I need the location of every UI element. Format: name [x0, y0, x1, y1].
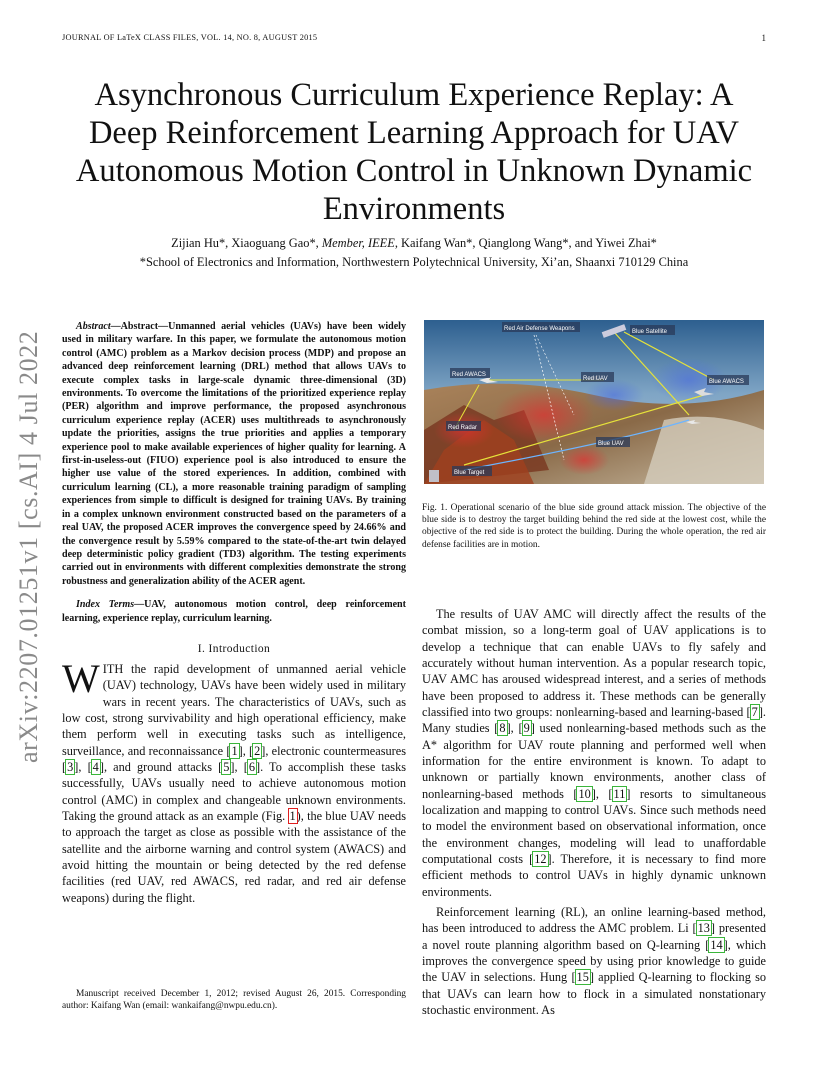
citation-link[interactable]: 14	[710, 937, 723, 952]
label-red-radar: Red Radar	[448, 425, 478, 431]
authors-part2: , Kaifang Wan*, Qianglong Wang*, and Yiwei Zhai*	[394, 236, 657, 250]
figure-1-caption: Fig. 1. Operational scenario of the blue side ground attack mission. The objective of the blue side is to destroy the target building behind the red side at the lowest cost, while the objective of the red side is to protect the building. During the whole operation, the red air defense facilities are in motion.	[422, 503, 766, 550]
authors-part1: Zijian Hu*, Xiaoguang Gao*,	[171, 236, 322, 250]
right-column	[422, 320, 766, 1018]
index-terms-label: Index Terms	[76, 599, 135, 611]
label-blue-awacs: Blue AWACS	[709, 379, 744, 385]
citation-link[interactable]: 8	[499, 721, 506, 736]
citation-link[interactable]: 5	[223, 760, 230, 774]
citation-link[interactable]: 15	[576, 970, 589, 985]
citation-link[interactable]: 2	[254, 743, 261, 758]
citation-link[interactable]: 4	[92, 760, 99, 774]
index-terms-text: —UAV, autonomous motion control, deep reinforcement learning, experience replay, curriculum learning.	[62, 599, 406, 624]
label-red-awacs: Red AWACS	[452, 372, 486, 378]
paper-title: Asynchronous Curriculum Experience Replay: A Deep Reinforcement Learning Approach for UAV Autonomous Motion Control in Unknown Dynamic Environments	[75, 77, 753, 227]
label-red-uav: Red UAV	[583, 376, 608, 382]
drop-cap: W	[62, 655, 100, 701]
running-header: JOURNAL OF LaTeX CLASS FILES, VOL. 14, NO. 8, AUGUST 2015	[62, 33, 318, 42]
abstract-text: —Abstract—Unmanned aerial vehicles (UAVs) have been widely used in military warfare. In this paper, we formulate the autonomous motion control (AMC) problem as a Markov decision process (MDP) and propose an advanced deep reinforcement learning (DRL) method that allows UAVs to execute complex tasks in large-scale dynamic three-dimensional (3D) environments. To overcome the limitations of the prioritized experience replay (PER) algorithm and improve performance, the proposed asynchronous curriculum experience replay (ACER) uses multithreads to asynchronously update the priorities, assigns the true priorities and applies a temporary experience pool to make available experiences of higher quality for learning. A first-in-useless-out (FIUO) experience pool is also introduced to ensure the higher use value of the stored experiences. In addition, combined with curriculum learning (CL), a more reasonable training paradigm of sampling experiences from simple to difficult is designed for training UAVs. By training in a complex unknown environment constructed based on the parameters of a real UAV, the proposed ACER improves the convergence speed by 24.66% and the convergence result by 5.59% compared to the state-of-the-art twin delayed deep deterministic policy gradient (TD3) algorithm. The testing experiments carried out in environments with different complexities demonstrate the strong robustness and generalization ability of the ACER agent.	[62, 321, 406, 587]
page-number: 1	[761, 33, 766, 43]
operational-scenario-illustration	[424, 320, 764, 484]
intro-paragraph: WITH the rapid development of unmanned aerial vehicle (UAV) technology, UAVs have been widely used in military wars in recent years. The characteristics of UAVs, such as low cost, strong survivability and high operational efficiency, make them perform well in executing tasks such as intelligence, surveillance, and reconnaissance [1], [2], electronic countermeasures [3], [4], and ground attacks [5], [6]. To accomplish these tasks successfully, UAVs usually need to achieve autonomous motion control (AMC) in complex and changeable unknown environments. Taking the ground attack as an example (Fig. 1), the blue UAV needs to approach the target as close as possible with the assistance of the satellite and the airborne warning and control system (AWACS) and avoid hitting the mountain or being detected by the red defense facilities (red UAV, red AWACS, red radar, and red air defense weapons) during the flight.	[62, 655, 407, 905]
footnote: Manuscript received December 1, 2012; revised August 26, 2015. Corresponding author: Kaifang Wan (email: wankaifang@nwpu.edu.cn).	[62, 989, 406, 1012]
section-heading-introduction: I. Introduction	[197, 642, 271, 655]
affiliation: *School of Electronics and Information, Northwestern Polytechnical University, Xi’an, Shaanxi 710129 China	[139, 255, 689, 269]
citation-link[interactable]: 10	[578, 786, 591, 801]
citation-link[interactable]: 9	[523, 721, 530, 736]
abstract	[62, 320, 406, 588]
citation-link[interactable]: 3	[67, 760, 74, 774]
label-blue-uav: Blue UAV	[598, 441, 624, 447]
label-red-air-defense: Red Air Defense Weapons	[504, 326, 575, 332]
arxiv-watermark: arXiv:2207.01251v1 [cs.AI] 4 Jul 2022	[14, 330, 43, 763]
label-blue-target: Blue Target	[454, 470, 485, 476]
citation-link[interactable]: 12	[534, 851, 547, 866]
label-blue-satellite: Blue Satellite	[632, 329, 668, 335]
left-column	[62, 320, 406, 906]
figure-link[interactable]: 1	[289, 809, 296, 824]
citation-link[interactable]: 11	[613, 786, 626, 801]
citation-link[interactable]: 1	[231, 743, 238, 758]
author-list	[60, 236, 768, 251]
index-terms	[62, 598, 406, 625]
citation-link[interactable]: 13	[697, 921, 710, 936]
paragraph-amc-results: The results of UAV AMC will directly affect the results of the combat mission, so a long-term goal of UAV applications is to develop a technique that can enable UAVs to fly safely and accurately without human intervention. As a popular research topic, UAV AMC has aroused widespread interest, and a series of methods have been proposed to address it. These methods can be generally classified into two groups: nonlearning-based and learning-based [7]. Many studies [8], [9] used nonlearning-based methods such as the A* algorithm for UAV route planning and performed well when information for the entire environment is known. To adapt to unknown or partially known environments, another class of nonlearning-based methods [10], [11] resorts to simultaneous localization and mapping to control UAVs. Since such methods need to model the environment based on observational information, once the environment changes, modeling will lead to unaffordable computational costs [12]. Therefore, it is necessary to find more efficient methods to control UAVs in highly dynamic unknown environments.	[422, 606, 767, 899]
author-membership: Member, IEEE	[321, 236, 395, 250]
figure-1-image	[424, 320, 764, 484]
citation-link[interactable]: 6	[248, 760, 255, 774]
abstract-label: Abstract	[76, 321, 111, 332]
paragraph-reinforcement-learning: Reinforcement learning (RL), an online learning-based method, has been introduced to address the AMC problem. Li [13] presented a novel route planning algorithm based on Q-learning [14], which improves the convergence speed by using prior knowledge to guide the UAV in selections. Hung [15] applied Q-learning to flocking so that UAVs can learn how to flock in a simulated nonstationary stochastic environment. As	[422, 905, 767, 1018]
citation-link[interactable]: 7	[751, 704, 758, 719]
